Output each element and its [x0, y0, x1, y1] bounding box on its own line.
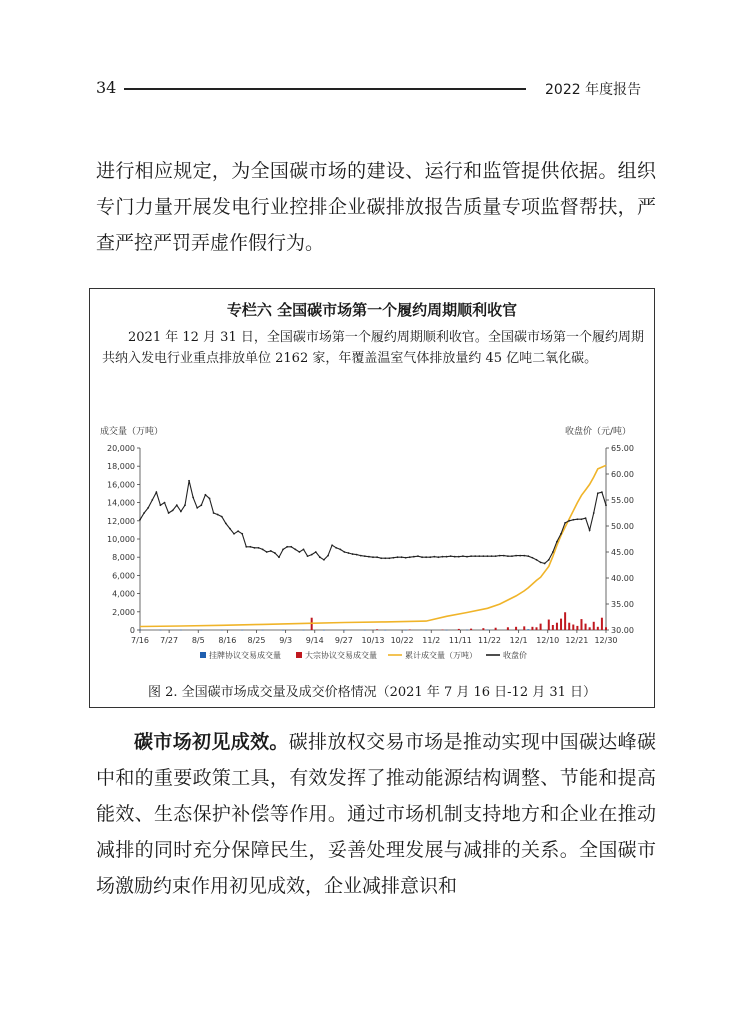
closing-price-point — [217, 514, 219, 516]
closing-price-point — [196, 507, 198, 509]
closing-price-point — [319, 556, 321, 558]
closing-price-point — [335, 547, 337, 549]
body-paragraph — [96, 724, 656, 904]
closing-price-point — [356, 554, 358, 556]
closing-price-point — [368, 556, 370, 558]
y-right-label: 收盘价（元/吨） — [564, 427, 631, 437]
closing-price-point — [200, 504, 202, 506]
x-tick-label: 12/1 — [509, 636, 528, 645]
closing-price-point — [237, 530, 239, 532]
closing-price-point — [544, 563, 546, 565]
closing-price-point — [360, 555, 362, 557]
closing-price-point — [593, 512, 595, 514]
block-volume-bar — [531, 627, 533, 630]
closing-price-point — [388, 557, 390, 559]
closing-price-point — [311, 554, 313, 556]
closing-price-point — [254, 547, 256, 549]
closing-price-point — [548, 559, 550, 561]
closing-price-point — [499, 555, 501, 557]
block-volume-bar — [593, 622, 595, 630]
box-title: 专栏六 全国碳市场第一个履约周期顺利收官 — [226, 301, 518, 319]
closing-price-point — [462, 555, 464, 557]
closing-price-point — [160, 504, 162, 506]
closing-price-point — [262, 549, 264, 551]
y-left-tick-label: 4,000 — [112, 589, 135, 599]
closing-price-point — [605, 504, 607, 506]
x-tick-label: 11/11 — [448, 636, 472, 645]
paragraph-lead: 碳市场初见成效。 — [134, 731, 289, 753]
listed-volume-bar — [159, 630, 161, 631]
block-volume-bar — [585, 624, 587, 630]
closing-price-point — [491, 555, 493, 557]
y-right-tick-label: 55.00 — [611, 496, 634, 505]
block-volume-bar — [409, 629, 411, 630]
listed-volume-bar — [262, 630, 264, 631]
y-left-tick-label: 20,000 — [107, 444, 135, 453]
closing-price-point — [560, 533, 562, 535]
closing-price-point — [343, 551, 345, 553]
intro-paragraph: 进行相应规定，为全国碳市场的建设、运行和监管提供依据。组织专门力量开展发电行业控排企业碳排放报告质量专项监督帮扶，严查严控严罚弄虚作假行为。 — [96, 160, 656, 254]
closing-price-point — [507, 555, 509, 557]
y-left-tick-label: 12,000 — [107, 516, 135, 526]
closing-price-point — [503, 555, 505, 557]
closing-price-point — [225, 523, 227, 525]
closing-price-point — [487, 555, 489, 557]
closing-price-point — [168, 512, 170, 514]
closing-price-point — [352, 553, 354, 555]
listed-volume-bar — [425, 630, 427, 631]
closing-price-point — [176, 504, 178, 506]
closing-price-point — [450, 555, 452, 557]
closing-price-point — [339, 549, 341, 551]
block-volume-bar — [580, 619, 582, 630]
x-tick-label: 11/22 — [477, 636, 502, 645]
carbon-market-chart — [96, 420, 646, 670]
closing-price-point — [527, 555, 529, 557]
legend-listed-label: 挂牌协议交易成交量 — [209, 651, 281, 660]
x-tick-label: 9/3 — [279, 636, 293, 645]
closing-price-point — [495, 555, 497, 557]
closing-price-point — [421, 556, 423, 558]
closing-price-point — [221, 516, 223, 518]
closing-price-point — [438, 556, 440, 558]
closing-price-point — [393, 557, 395, 559]
closing-price-point — [294, 549, 296, 551]
listed-volume-bar — [405, 630, 407, 631]
closing-price-point — [315, 551, 317, 553]
listed-volume-bar — [241, 630, 243, 631]
x-tick-label: 9/14 — [305, 636, 324, 645]
chart-marks — [139, 465, 607, 630]
x-tick-label: 9/27 — [334, 636, 353, 645]
closing-price-point — [409, 556, 411, 558]
listed-volume-bar — [343, 630, 345, 631]
y-right-tick-label: 65.00 — [611, 444, 634, 453]
closing-price-point — [425, 556, 427, 558]
paragraph-text: 碳排放权交易市场是推动实现中国碳达峰碳中和的重要政策工具，有效发挥了推动能源结构调整、节能和提高能效、生态保护补偿等作用。通过市场机制支持地方和企业在推动减排的同时充分保障民生，妥善处理发展与减排的关系。全国碳市场激励约束作用初见成效，企业减排意识和 — [96, 731, 656, 897]
closing-price-point — [147, 507, 149, 509]
y-right-tick-label: 30.00 — [611, 626, 634, 635]
closing-price-point — [523, 555, 525, 557]
cumulative-volume-line — [140, 465, 606, 626]
closing-price-point — [429, 556, 431, 558]
closing-price-point — [139, 519, 141, 521]
y-left-tick-label: 16,000 — [107, 480, 135, 490]
closing-price-point — [442, 556, 444, 558]
closing-price-point — [466, 556, 468, 558]
block-volume-bar — [548, 620, 550, 630]
closing-price-point — [384, 557, 386, 559]
closing-price-point — [151, 499, 153, 501]
closing-price-point — [511, 555, 513, 557]
closing-price-point — [188, 480, 190, 482]
closing-price-point — [568, 520, 570, 522]
block-volume-bar — [564, 612, 566, 630]
closing-price-point — [155, 491, 157, 493]
y-left-label: 成交量（万吨） — [100, 427, 164, 437]
closing-price-point — [372, 556, 374, 558]
closing-price-point — [556, 541, 558, 543]
closing-price-point — [515, 555, 517, 557]
closing-price-point — [540, 562, 542, 564]
closing-price-point — [209, 498, 211, 500]
block-volume-bar — [458, 629, 460, 630]
legend-cumulative-label: 累计成交量（万吨） — [405, 651, 477, 660]
closing-price-point — [266, 551, 268, 553]
y-left-tick-label: 14,000 — [107, 498, 135, 508]
closing-price-point — [532, 557, 534, 559]
closing-price-point — [192, 497, 194, 499]
legend-block-swatch — [296, 652, 302, 658]
block-volume-bar — [507, 627, 509, 630]
x-tick-label: 8/5 — [191, 636, 205, 645]
closing-price-point — [323, 559, 325, 561]
closing-price-point — [274, 552, 276, 554]
legend-block-label: 大宗协议交易成交量 — [305, 651, 377, 660]
report-title: 2022 年度报告 — [545, 82, 642, 98]
listed-volume-bar — [282, 630, 284, 631]
listed-volume-bar — [446, 630, 448, 631]
closing-price-point — [278, 556, 280, 558]
block-volume-bar — [540, 624, 542, 630]
closing-price-point — [536, 559, 538, 561]
closing-price-point — [380, 557, 382, 559]
closing-price-point — [585, 517, 587, 519]
listed-volume-bar — [139, 630, 141, 631]
y-right-tick-label: 40.00 — [611, 574, 634, 583]
closing-price-point — [552, 551, 554, 553]
listed-volume-bar — [303, 630, 305, 631]
closing-price-point — [564, 522, 566, 524]
y-right-tick-label: 50.00 — [611, 522, 634, 531]
closing-price-point — [327, 555, 329, 557]
closing-price-point — [184, 504, 186, 506]
closing-price-point — [478, 555, 480, 557]
block-volume-bar — [576, 626, 578, 630]
legend-price-label: 收盘价 — [503, 651, 527, 660]
y-left-tick-label: 6,000 — [112, 571, 135, 581]
y-right-tick-label: 35.00 — [611, 600, 634, 609]
closing-price-point — [576, 518, 578, 520]
closing-price-point — [376, 556, 378, 558]
closing-price-point — [180, 511, 182, 513]
chart-legend — [200, 650, 527, 660]
listed-volume-bar — [180, 630, 182, 631]
x-tick-label: 12/10 — [536, 636, 560, 645]
y-left-tick-label: 18,000 — [107, 462, 135, 472]
closing-price-point — [143, 512, 145, 514]
closing-price-point — [589, 529, 591, 531]
closing-price-point — [433, 556, 435, 558]
listed-volume-bar — [384, 630, 386, 631]
closing-price-point — [581, 518, 583, 520]
closing-price-point — [405, 557, 407, 559]
closing-price-point — [458, 556, 460, 558]
closing-price-point — [303, 549, 305, 551]
block-volume-bar — [601, 618, 603, 630]
block-volume-bar — [523, 626, 525, 630]
x-tick-label: 12/21 — [565, 636, 589, 645]
block-volume-bar — [568, 623, 570, 630]
closing-price-point — [397, 556, 399, 558]
closing-price-point — [482, 555, 484, 557]
x-tick-label: 10/22 — [390, 636, 414, 645]
closing-price-point — [474, 555, 476, 557]
listed-volume-bar — [486, 630, 488, 631]
y-right-tick-label: 45.00 — [611, 548, 634, 557]
block-volume-bar — [441, 630, 443, 631]
y-left-tick-label: 10,000 — [107, 535, 135, 544]
block-volume-bar — [560, 619, 562, 630]
block-volume-bar — [482, 628, 484, 630]
closing-price-point — [364, 555, 366, 557]
closing-price-point — [299, 551, 301, 553]
closing-price-point — [454, 556, 456, 558]
closing-price-point — [249, 546, 251, 548]
closing-price-point — [233, 533, 235, 535]
listed-volume-bar — [364, 630, 366, 631]
listed-volume-bar — [200, 630, 202, 631]
closing-price-point — [307, 555, 309, 557]
block-volume-bar — [556, 623, 558, 630]
x-tick-label: 11/2 — [422, 636, 441, 645]
page-number: 34 — [96, 78, 117, 97]
x-tick-label: 10/13 — [361, 636, 385, 645]
closing-price-point — [413, 556, 415, 558]
listed-volume-bar — [466, 630, 468, 631]
closing-price-point — [601, 491, 603, 493]
box-text: 2021 年 12 月 31 日，全国碳市场第一个履约周期顺利收官。全国碳市场第一个履约周期共纳入发电行业重点排放单位 2162 家，年覆盖温室气体排放量约 45 亿吨二氧化碳。 — [102, 330, 644, 366]
x-tick-label: 8/16 — [218, 636, 237, 645]
closing-price-point — [245, 546, 247, 548]
x-tick-label: 8/25 — [247, 636, 266, 645]
block-volume-bar — [552, 625, 554, 630]
listed-volume-bar — [221, 630, 223, 631]
listed-volume-bar — [323, 630, 325, 631]
block-volume-bar — [589, 627, 591, 630]
chart-axes — [107, 444, 634, 645]
y-right-tick-label: 60.00 — [611, 470, 634, 479]
x-tick-label: 7/16 — [131, 636, 149, 645]
listed-volume-bar — [527, 629, 529, 630]
closing-price-point — [290, 546, 292, 548]
block-volume-bar — [495, 628, 497, 630]
closing-price-point — [519, 555, 521, 557]
block-volume-bar — [515, 627, 517, 630]
figure-caption: 图 2. 全国碳市场成交量及成交价格情况（2021 年 7 月 16 日-12 月 31 日） — [147, 685, 597, 700]
header-rule — [124, 88, 526, 90]
block-volume-bar — [605, 627, 607, 630]
y-left-tick-label: 0 — [129, 626, 135, 635]
x-tick-label: 12/30 — [594, 636, 618, 645]
block-volume-bar — [572, 625, 574, 630]
y-left-tick-label: 8,000 — [112, 553, 135, 563]
block-volume-bar — [536, 627, 538, 630]
block-volume-bar — [597, 627, 599, 630]
closing-price-point — [229, 528, 231, 530]
closing-price-point — [213, 512, 215, 514]
closing-price-point — [282, 549, 284, 551]
closing-price-point — [401, 556, 403, 558]
closing-price-point — [172, 510, 174, 512]
closing-price-point — [270, 550, 272, 552]
closing-price-point — [164, 502, 166, 504]
x-tick-label: 7/27 — [160, 636, 179, 645]
closing-price-line — [140, 481, 606, 564]
closing-price-point — [572, 519, 574, 521]
y-left-tick-label: 2,000 — [112, 607, 135, 617]
legend-listed-swatch — [200, 652, 206, 658]
block-volume-bar — [376, 629, 378, 630]
closing-price-point — [258, 547, 260, 549]
closing-price-point — [446, 556, 448, 558]
closing-price-point — [331, 544, 333, 546]
closing-price-point — [205, 494, 207, 496]
closing-price-point — [241, 533, 243, 535]
closing-price-point — [417, 555, 419, 557]
closing-price-point — [597, 492, 599, 494]
closing-price-point — [286, 546, 288, 548]
closing-price-point — [470, 555, 472, 557]
closing-price-point — [348, 552, 350, 554]
block-volume-bar — [470, 629, 472, 630]
